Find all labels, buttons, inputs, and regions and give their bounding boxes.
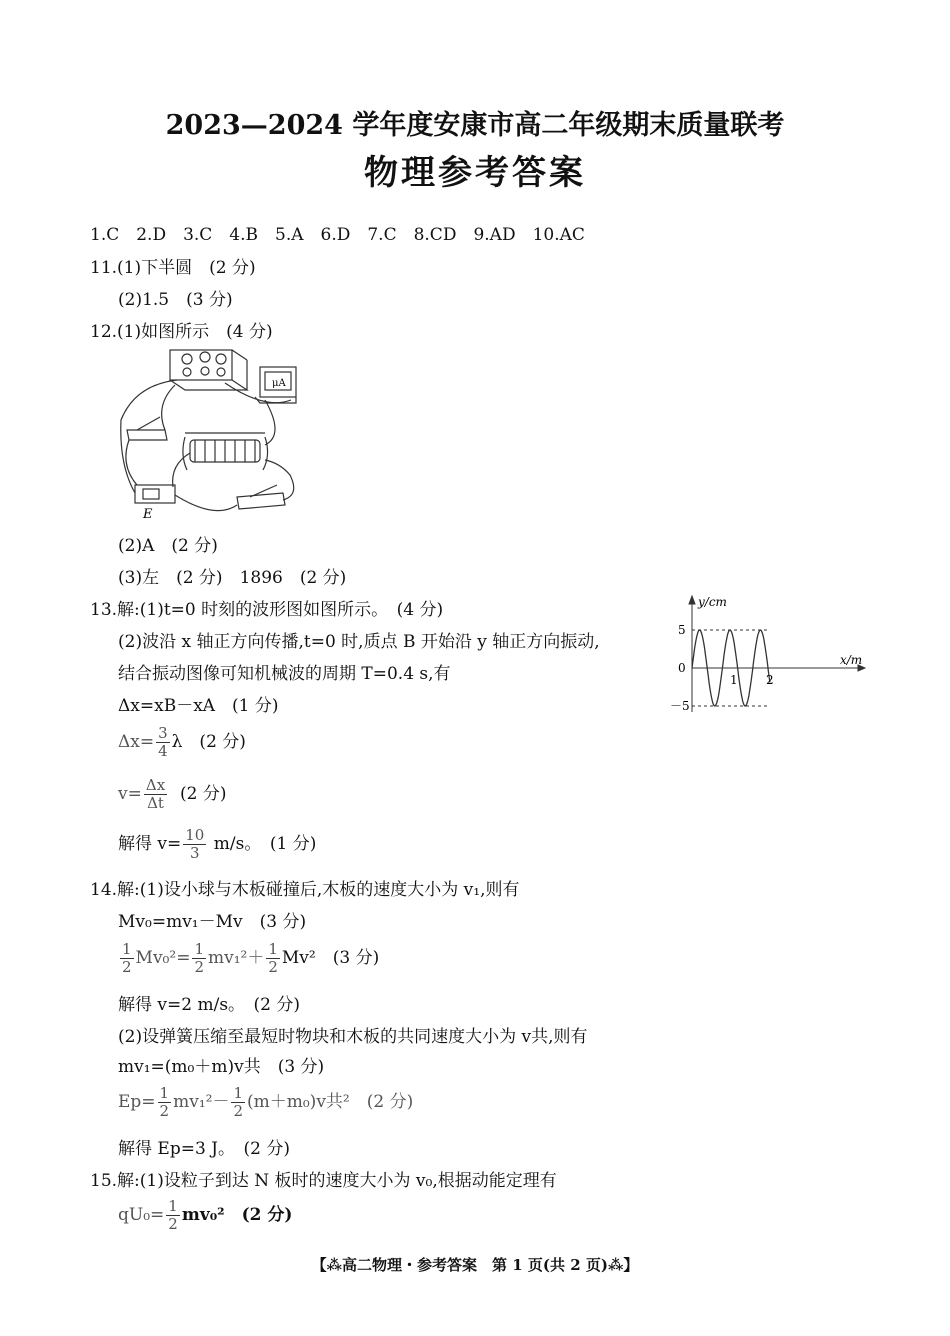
fraction: $\frac{10}{3}$	[185, 826, 205, 862]
fraction: $\frac{1}{2}$	[122, 940, 132, 976]
q15-eq1: qU₀= $\frac{1}{2}$ mv₀² (2 分)	[118, 1197, 293, 1233]
x-tick: 2	[766, 673, 774, 687]
wave-graph	[660, 592, 870, 717]
y-axis-label: y/cm	[698, 595, 727, 609]
q14-part1: 14.解:(1)设小球与木板碰撞后,木板的速度大小为 v₁,则有	[90, 880, 520, 900]
page-footer: 【⁂高二物理・参考答案 第 1 页(共 2 页)⁂】	[311, 1256, 639, 1274]
fraction: $\frac{1}{2}$	[268, 940, 278, 976]
page-subtitle: 物理参考答案	[364, 153, 586, 193]
q12-part1: 12.(1)如图所示 (4 分)	[90, 322, 273, 342]
fraction: $\frac{1}{2}$	[194, 940, 204, 976]
battery-label: E	[143, 507, 153, 520]
q13-eq2: Δx= $\frac{3}{4}$ λ (2 分)	[118, 724, 246, 760]
q13-eq4: 解得 v= $\frac{10}{3}$ m/s。 (1 分)	[118, 826, 317, 862]
q13-eq3: v= $\frac{\Delta x}{\Delta t}$ (2 分)	[118, 776, 227, 812]
q14-part2: (2)设弹簧压缩至最短时物块和木板的共同速度大小为 v共,则有	[118, 1027, 588, 1047]
q14-eq5: Ep= $\frac{1}{2}$ mv₁²－ $\frac{1}{2}$ (m＋m₀)v共² (2 分)	[118, 1084, 414, 1120]
q13-part1: 13.解:(1)t=0 时刻的波形图如图所示。 (4 分)	[90, 600, 444, 620]
q14-eq4: mv₁=(m₀＋m)v共 (3 分)	[118, 1057, 325, 1077]
q11-part1: 11.(1)下半圆 (2 分)	[90, 258, 256, 278]
q12-part3: (3)左 (2 分) 1896 (2 分)	[118, 568, 347, 588]
q13-eq1: Δx=xB－xA (1 分)	[118, 696, 279, 716]
y-tick: －5	[670, 699, 690, 713]
ammeter-label: μA	[272, 378, 286, 389]
fraction: $\frac{3}{4}$	[158, 724, 168, 760]
fraction: $\frac{1}{2}$	[233, 1084, 243, 1120]
y-tick: 5	[678, 623, 686, 637]
y-tick: 0	[678, 661, 686, 675]
answers-1-10: 1.C 2.D 3.C 4.B 5.A 6.D 7.C 8.CD 9.AD 10.AC	[90, 225, 585, 245]
fraction: $\frac{1}{2}$	[159, 1084, 170, 1120]
q14-eq3: 解得 v=2 m/s。 (2 分)	[118, 995, 301, 1015]
q14-eq2: $\frac{1}{2}$ Mv₀²= $\frac{1}{2}$ mv₁²＋ $\frac{1}{2}$ Mv² (3 分)	[122, 940, 380, 976]
page-title: 2023—2024 学年度安康市高二年级期末质量联考	[165, 110, 785, 141]
circuit-diagram	[115, 345, 300, 520]
q14-eq1: Mv₀=mv₁－Mv (3 分)	[118, 912, 307, 932]
q14-eq6: 解得 Ep=3 J。 (2 分)	[118, 1139, 290, 1159]
q12-part2: (2)A (2 分)	[118, 536, 218, 556]
q11-part2: (2)1.5 (3 分)	[118, 290, 233, 310]
q13-part2a: (2)波沿 x 轴正方向传播,t=0 时,质点 B 开始沿 y 轴正方向振动,	[118, 632, 600, 652]
x-tick: 1	[730, 673, 738, 687]
q13-part2b: 结合振动图像可知机械波的周期 T=0.4 s,有	[118, 664, 451, 684]
q15-part1: 15.解:(1)设粒子到达 N 板时的速度大小为 v₀,根据动能定理有	[90, 1171, 557, 1191]
fraction: $\frac{\Delta x}{\Delta t}$	[145, 776, 166, 812]
fraction: $\frac{1}{2}$	[168, 1197, 178, 1233]
x-axis-label: x/m	[840, 653, 863, 667]
